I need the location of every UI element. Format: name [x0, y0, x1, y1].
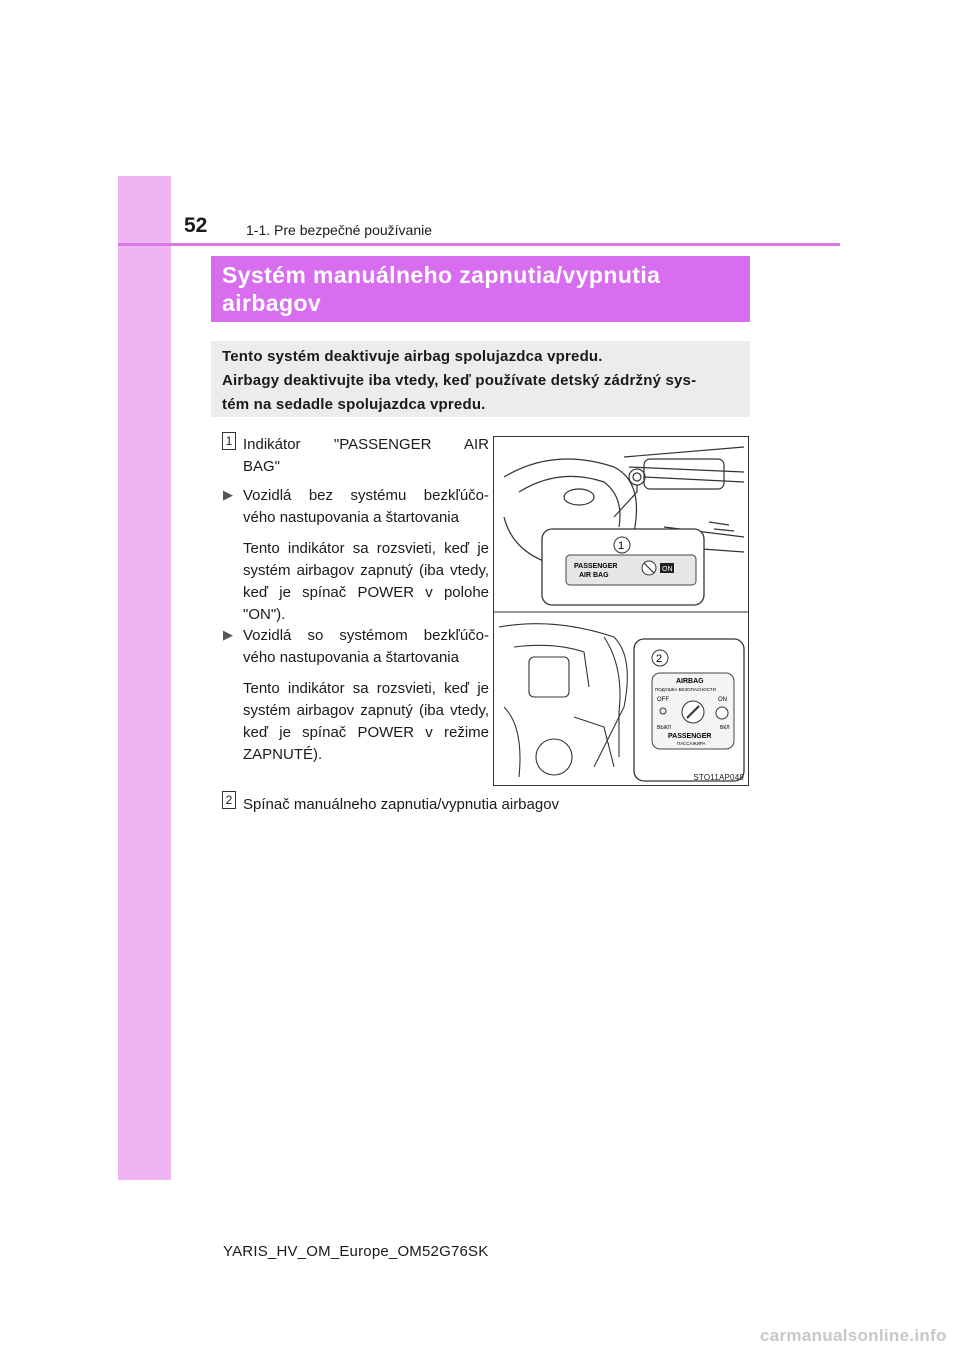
callout-1: 1	[618, 540, 625, 552]
dashboard-illustration	[493, 436, 749, 786]
switch-off-ru-label: ВЫКЛ	[657, 725, 671, 731]
switch-airbag-label: AIRBAG	[676, 678, 704, 685]
item-1-label: Indikátor "PASSENGER AIR	[243, 436, 489, 453]
item-1-line1	[243, 434, 489, 478]
summary-line-2: Airbagy deaktivujte iba vtedy, keď používate detský zádržný sys-	[222, 372, 697, 389]
sub-item-1-body: Tento indikátor sa rozsvieti, keď je systém airbagov zapnutý (iba vtedy, keď je spínač POWER v polohe "ON").	[243, 540, 489, 623]
section-title-line2: airbagov	[222, 290, 322, 316]
item-1-label-2: BAG"	[243, 458, 281, 475]
summary-box	[211, 341, 750, 417]
section-title-line1: Systém manuálneho zapnutia/vypnutia	[222, 262, 661, 288]
summary-line-1: Tento systém deaktivuje airbag spolujazdca vpredu.	[222, 348, 603, 365]
sub-item-2	[243, 625, 489, 766]
switch-passenger-ru-label: ПАССАЖИРА	[677, 741, 706, 746]
indicator-on-label: ON	[662, 566, 673, 573]
figure-code: STO11AP049	[693, 773, 744, 782]
item-1-marker: 1	[222, 432, 236, 450]
section-header: 1-1. Pre bezpečné používanie	[246, 222, 433, 238]
switch-on-ru-label: ВКЛ	[720, 725, 730, 731]
side-color-strip	[118, 176, 171, 1180]
section-title	[211, 256, 750, 322]
sub-item-1-heading-2: vého nastupovania a štartovania	[243, 509, 459, 526]
header-rule	[118, 243, 840, 246]
watermark: carmanualsonline.info	[760, 1326, 947, 1345]
summary-line-3: tém na sedadle spolujazdca vpredu.	[222, 396, 486, 413]
switch-airbag-ru-label: ПОДУШКА БЕЗОПАСНОСТИ	[655, 687, 716, 692]
bullet-arrow-icon: ▶	[223, 627, 233, 642]
sub-item-2-heading-1: Vozidlá so systémom bezkľúčo-	[243, 627, 489, 644]
sub-item-1	[243, 485, 489, 626]
bullet-arrow-icon: ▶	[223, 487, 233, 502]
footer-doc-id: YARIS_HV_OM_Europe_OM52G76SK	[223, 1243, 489, 1260]
switch-passenger-label: PASSENGER	[668, 733, 712, 740]
dashboard-illustration-svg	[494, 437, 749, 786]
switch-on-label: ON	[718, 697, 727, 703]
sub-item-2-body: Tento indikátor sa rozsvieti, keď je systém airbagov zapnutý (iba vtedy, keď je spínač POWER v režime ZAPNUTÉ).	[243, 680, 489, 763]
page-number: 52	[184, 214, 208, 237]
airbag-on-icon	[716, 707, 728, 719]
indicator-label-1: PASSENGER	[574, 563, 618, 570]
switch-off-label: OFF	[657, 697, 669, 703]
item-2-marker: 2	[222, 791, 236, 809]
item-2-text: Spínač manuálneho zapnutia/vypnutia airbagov	[243, 796, 560, 813]
callout-2: 2	[656, 653, 663, 665]
sub-item-1-heading-1: Vozidlá bez systému bezkľúčo-	[243, 487, 489, 504]
sub-item-2-heading-2: vého nastupovania a štartovania	[243, 649, 459, 666]
indicator-label-2: AIR BAG	[579, 572, 609, 579]
